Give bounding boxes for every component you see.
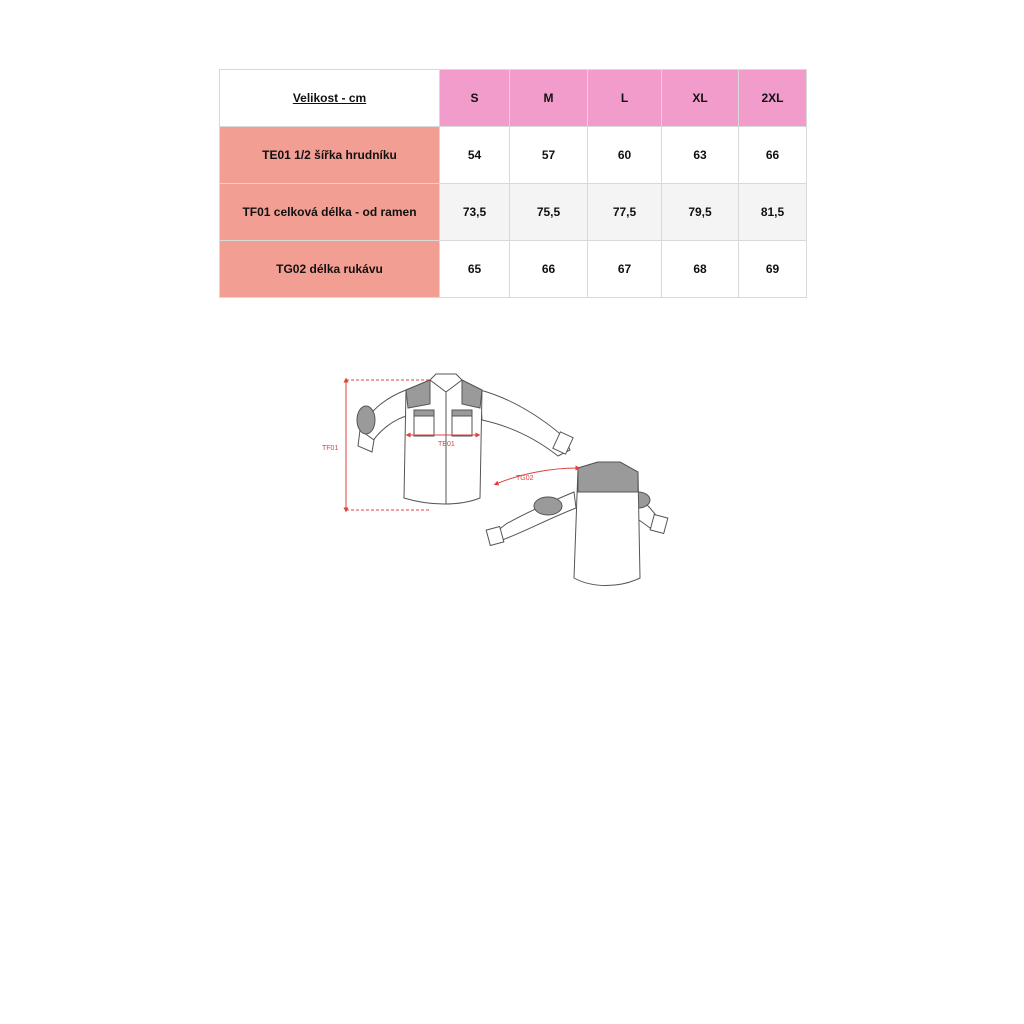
size-header-s: S xyxy=(440,70,510,127)
measure-label-tf01: TF01 xyxy=(322,445,339,452)
table-cell: 81,5 xyxy=(739,184,807,241)
size-header-m: M xyxy=(510,70,588,127)
table-cell: 69 xyxy=(739,241,807,298)
table-cell: 73,5 xyxy=(440,184,510,241)
corner-label: Velikost - cm xyxy=(220,70,440,127)
table-cell: 66 xyxy=(739,127,807,184)
table-cell: 79,5 xyxy=(662,184,739,241)
size-header-row xyxy=(220,70,807,127)
measure-label-te01: TE01 xyxy=(438,441,455,448)
table-cell: 66 xyxy=(510,241,588,298)
size-header-l: L xyxy=(588,70,662,127)
table-row xyxy=(220,127,807,184)
table-cell: 60 xyxy=(588,127,662,184)
row-label-tf01: TF01 celková délka - od ramen xyxy=(220,184,440,241)
table-row xyxy=(220,241,807,298)
shirt-back-drawing xyxy=(486,462,668,586)
row-label-te01: TE01 1/2 šířka hrudníku xyxy=(220,127,440,184)
shirt-measurement-diagram xyxy=(320,368,700,598)
size-table xyxy=(219,69,807,298)
table-cell: 57 xyxy=(510,127,588,184)
size-header-2xl: 2XL xyxy=(739,70,807,127)
table-cell: 67 xyxy=(588,241,662,298)
table-cell: 68 xyxy=(662,241,739,298)
measure-label-tg02: TG02 xyxy=(516,475,534,482)
row-label-tg02: TG02 délka rukávu xyxy=(220,241,440,298)
size-header-xl: XL xyxy=(662,70,739,127)
table-row xyxy=(220,184,807,241)
table-cell: 75,5 xyxy=(510,184,588,241)
shirt-front-drawing xyxy=(357,374,573,504)
table-cell: 77,5 xyxy=(588,184,662,241)
table-cell: 54 xyxy=(440,127,510,184)
table-cell: 65 xyxy=(440,241,510,298)
table-cell: 63 xyxy=(662,127,739,184)
